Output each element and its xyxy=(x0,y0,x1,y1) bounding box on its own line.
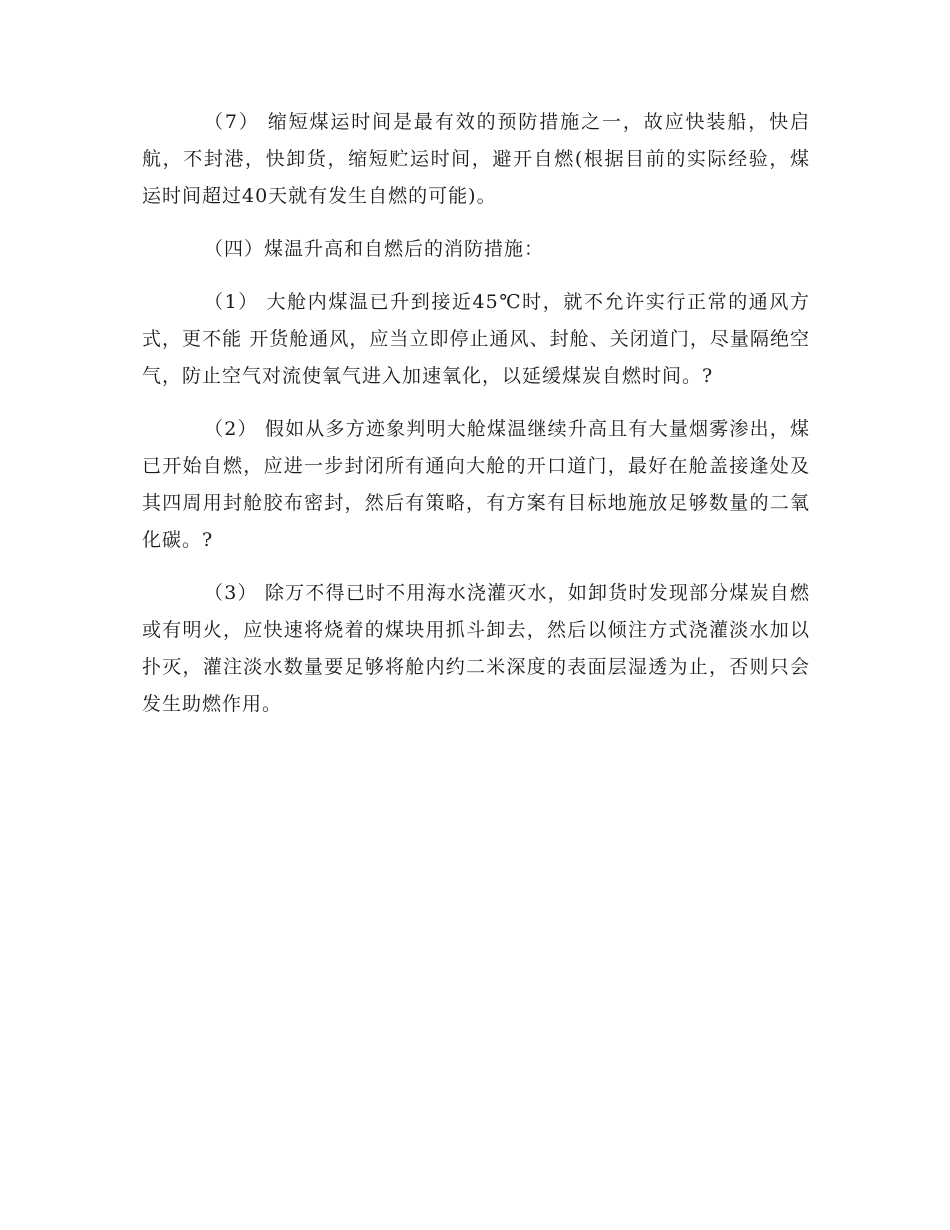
paragraph-measure-2: （2） 假如从多方迹象判明大舱煤温继续升高且有大量烟雾渗出，煤已开始自燃，应进一步封闭所有通向大舱的开口道门，最好在舱盖接逢处及其四周用封舱胶布密封，然后有策略，有方案有目标地施放足够数量的二氧化碳。? xyxy=(142,418,810,551)
section-heading-4: （四）煤温升高和自燃后的消防措施： xyxy=(204,238,545,260)
document-body xyxy=(142,104,810,739)
paragraph-measure-7: （7） 缩短煤运时间是最有效的预防措施之一，故应快装船，快启航，不封港，快卸货，缩短贮运时间，避开自燃(根据目前的实际经验，煤运时间超过40天就有发生自燃的可能)。 xyxy=(142,111,810,207)
paragraph-measure-3: （3） 除万不得已时不用海水浇灌灭水，如卸货时发现部分煤炭自燃或有明火，应快速将烧着的煤块用抓斗卸去，然后以倾注方式浇灌淡水加以扑灭，灌注淡水数量要足够将舱内约二米深度的表面层湿透为止，否则只会发生助燃作用。 xyxy=(142,582,810,715)
paragraph-measure-1: （1） 大舱内煤温已升到接近45℃时，就不允许实行正常的通风方式，更不能 开货舱通风，应当立即停止通风、封舱、关闭道门，尽量隔绝空气，防止空气对流使氧气进入加速氧化，以延缓煤炭自燃时间。? xyxy=(142,291,810,387)
